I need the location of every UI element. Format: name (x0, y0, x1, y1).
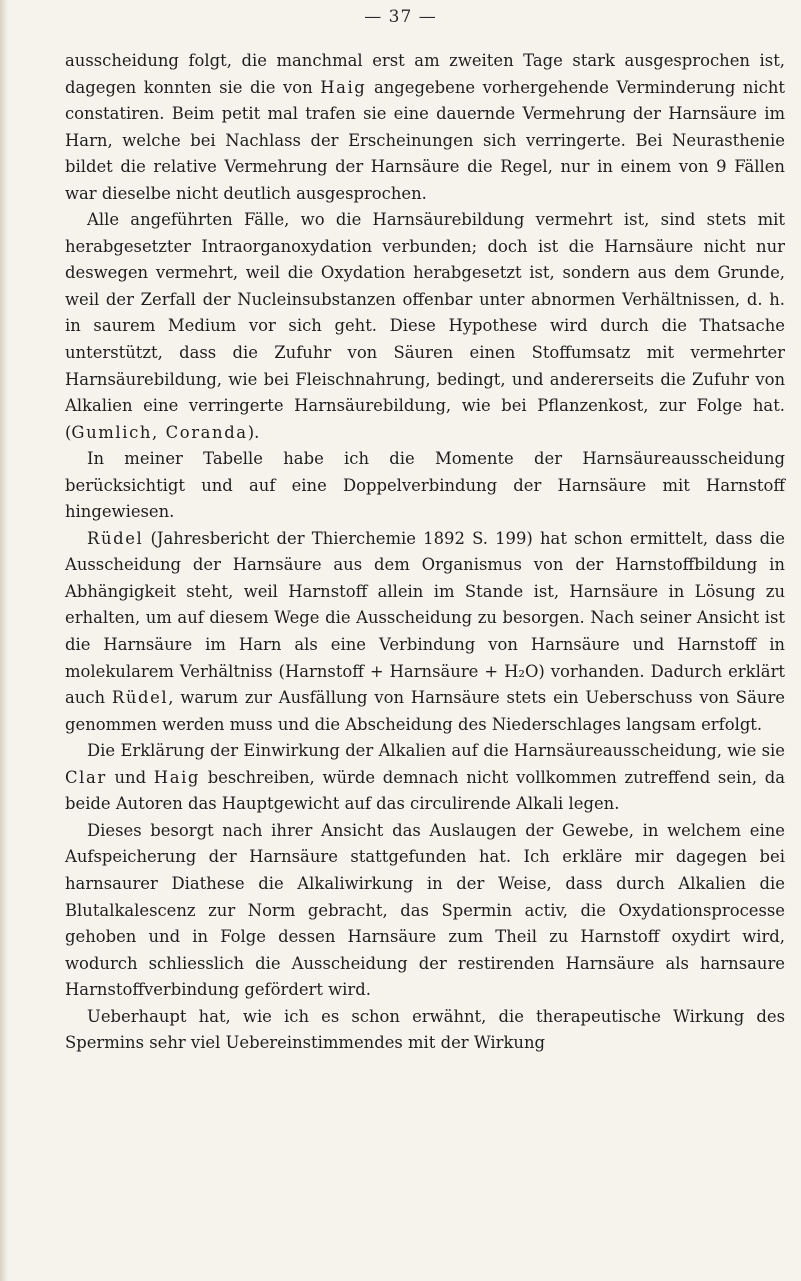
text-run: , warum zur Ausfällung von Harnsäure stets ein Ueberschuss von Säure genommen werden muss und die Abscheidung des Niederschlages langsam erfolgt. (65, 688, 785, 734)
paragraph (65, 526, 785, 738)
text-run: Ueberhaupt hat, wie ich es schon erwähnt, die therapeutische Wirkung des Spermins sehr viel Uebereinstimmendes mit der Wirkung (65, 1006, 785, 1053)
paragraph (65, 1004, 785, 1057)
text-run: ausscheidung folgt, die manchmal erst am zweiten Tage stark ausgesprochen ist, dagegen konnten sie die von (65, 51, 785, 97)
page-binding-edge (0, 0, 8, 1281)
paragraph (65, 48, 785, 207)
text-run: Dieses besorgt nach ihrer Ansicht das Auslaugen der Gewebe, in welchem eine Aufspeicherung der Harnsäure stattgefunden hat. Ich erkläre mir dagegen bei harnsaurer Diathese die Alkaliwirkung in der Weise, dass durch Alkalien die Blutalkalescenz zur Norm gebracht, das Spermin activ, die Oxydationsprocesse gehoben und in Folge dessen Harnsäure zum Theil zu Harnstoff oxydirt wird, wodurch schliesslich die Ausscheidung der restirenden Harnsäure als harnsaure Harnstoffverbindung gefördert wird. (65, 820, 785, 1000)
body-text (65, 48, 785, 1057)
text-run: ). (247, 422, 260, 442)
text-run: In meiner Tabelle habe ich die Momente der Harnsäureausscheidung berücksichtigt und auf eine Doppelverbindung der Harnsäure mit Harnstoff hingewiesen. (65, 449, 785, 522)
text-run: (Jahresbericht der Thierchemie 1892 S. 199) hat schon ermittelt, dass die Ausscheidung der Harnsäure aus dem Organismus von der Harnstoffbildung in Abhängigkeit steht, weil Harnstoff allein im Stande ist, Harnsäure in Lösung zu erhalten, um auf diesem Wege die Ausscheidung zu besorgen. Nach seiner Ansicht ist die Harnsäure im Harn als eine Verbindung von Harnsäure und Harnstoff in molekularem Verhältniss (Harnstoff + Harnsäure + H₂O) vorhanden. Dadurch erklärt auch (65, 528, 785, 708)
page-number: — 37 — (364, 7, 437, 27)
author-name: Haig (153, 767, 200, 787)
text-run: Die Erklärung der Einwirkung der Alkalien auf die Harnsäureausscheidung, wie sie (87, 741, 785, 761)
paragraph (65, 738, 785, 818)
text-run: angegebene vorhergehende Verminderung nicht constatiren. Beim petit mal trafen sie eine dauernde Vermehrung der Harnsäure im Harn, welche bei Nachlass der Erscheinungen sich verringerte. Bei Neurasthenie bildet die relative Vermehrung der Harnsäure die Regel, nur in einem von 9 Fällen war dieselbe nicht deutlich ausgesprochen. (65, 77, 785, 203)
paragraph (65, 818, 785, 1004)
paragraph (65, 207, 785, 446)
author-name: Haig (320, 77, 367, 97)
author-name: Gumlich, Coranda (71, 422, 248, 442)
author-name: Rüdel (87, 528, 144, 548)
text-run: beschreiben, würde demnach nicht vollkommen zutreffend sein, da beide Autoren das Hauptgewicht auf das circulirende Alkali legen. (65, 767, 785, 814)
text-run: Alle angeführten Fälle, wo die Harnsäurebildung vermehrt ist, sind stets mit herabgesetzter Intraorganoxydation verbunden; doch ist die Harnsäure nicht nur deswegen vermehrt, weil die Oxydation herabgesetzt ist, sondern aus dem Grunde, weil der Zerfall der Nucleinsubstanzen offenbar unter abnormen Verhältnissen, d. h. in saurem Medium vor sich geht. Diese Hypothese wird durch die Thatsache unterstützt, dass die Zufuhr von Säuren einen Stoffumsatz mit vermehrter Harnsäurebildung, wie bei Fleischnahrung, bedingt, und andererseits die Zufuhr von Alkalien eine verringerte Harnsäurebildung, wie bei Pflanzenkost, zur Folge hat. ( (65, 210, 785, 442)
text-run: und (106, 767, 154, 787)
author-name: Rüdel (111, 688, 169, 708)
paragraph (65, 446, 785, 526)
author-name: Clar (65, 767, 107, 787)
